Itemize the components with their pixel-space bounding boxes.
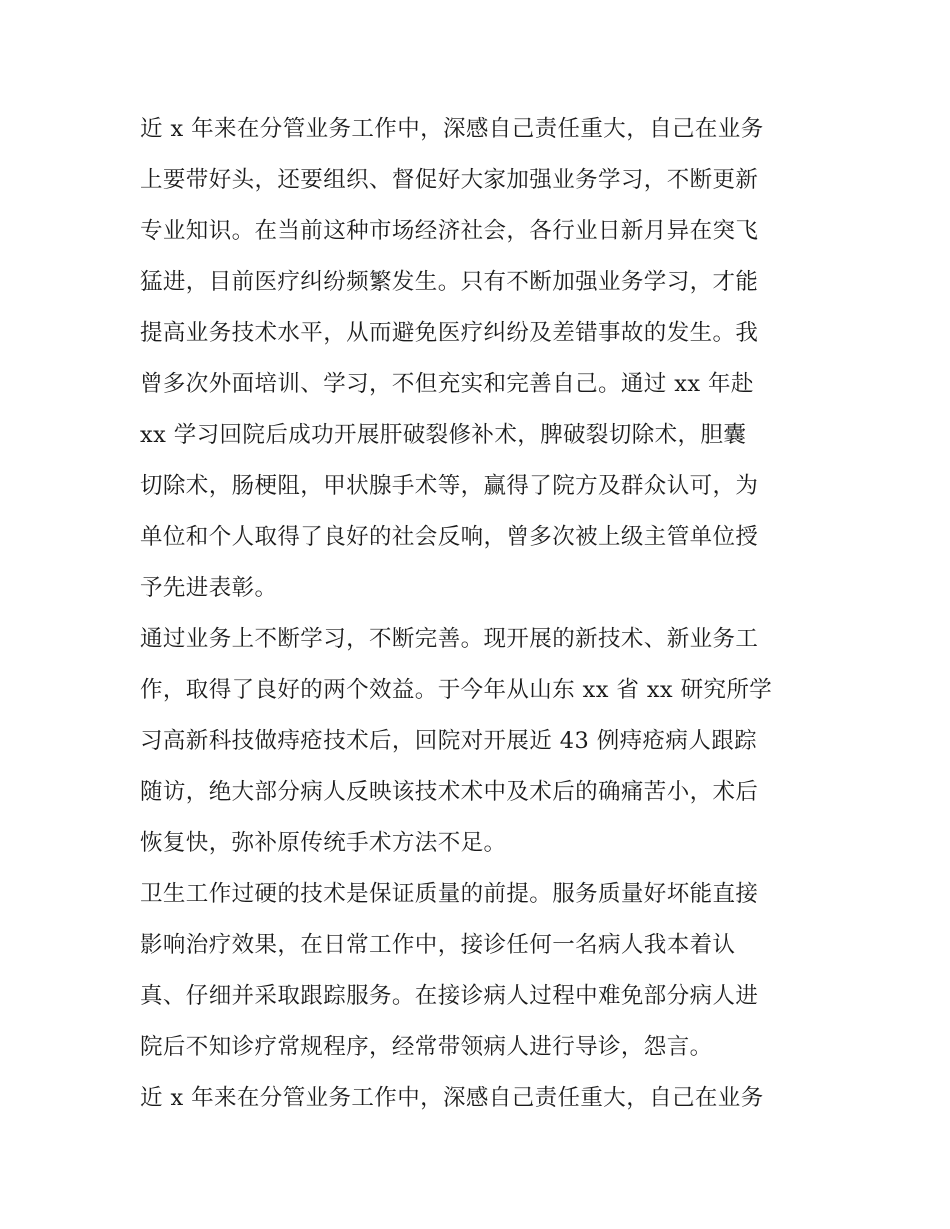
document-body	[140, 104, 815, 1124]
text-line: 切除术，肠梗阻，甲状腺手术等，赢得了院方及群众认可，为	[140, 473, 759, 499]
text-line: 单位和个人取得了良好的社会反响，曾多次被上级主管单位授	[140, 524, 759, 550]
text-line: 上要带好头，还要组织、督促好大家加强业务学习，不断更新	[140, 167, 759, 193]
text-line: xx 学习回院后成功开展肝破裂修补术，脾破裂切除术，胆囊	[140, 422, 747, 448]
text-line: 影响治疗效果，在日常工作中，接诊任何一名病人我本着认	[140, 932, 736, 958]
text-line: 习高新科技做痔疮技术后，回院对开展近 43 例痔疮病人跟踪	[140, 728, 758, 754]
text-line: 近 x 年来在分管业务工作中，深感自己责任重大，自己在业务	[140, 116, 764, 142]
text-line: 猛进，目前医疗纠纷频繁发生。只有不断加强业务学习，才能	[140, 269, 759, 295]
text-line: 随访，绝大部分病人反映该技术术中及术后的确痛苦小，术后	[140, 779, 759, 805]
text-line: 专业知识。在当前这种市场经济社会，各行业日新月异在突飞	[140, 218, 759, 244]
paragraph-2	[140, 614, 815, 869]
text-line: 通过业务上不断学习，不断完善。现开展的新技术、新业务工	[140, 626, 759, 652]
text-line: 恢复快，弥补原传统手术方法不足。	[140, 830, 507, 856]
text-line: 院后不知诊疗常规程序，经常带领病人进行导诊，怨言。	[140, 1034, 713, 1060]
text-line: 真、仔细并采取跟踪服务。在接诊病人过程中难免部分病人进	[140, 983, 759, 1009]
text-line: 提高业务技术水平，从而避免医疗纠纷及差错事故的发生。我	[140, 320, 759, 346]
paragraph-3	[140, 869, 815, 1073]
paragraph-4	[140, 1073, 815, 1124]
text-line: 卫生工作过硬的技术是保证质量的前提。服务质量好坏能直接	[140, 881, 759, 907]
text-line: 曾多次外面培训、学习，不但充实和完善自己。通过 xx 年赴	[140, 371, 754, 397]
text-line: 近 x 年来在分管业务工作中，深感自己责任重大，自己在业务	[140, 1085, 764, 1111]
paragraph-1	[140, 104, 815, 614]
text-line: 作，取得了良好的两个效益。于今年从山东 xx 省 xx 研究所学	[140, 677, 773, 703]
text-line: 予先进表彰。	[140, 575, 278, 601]
